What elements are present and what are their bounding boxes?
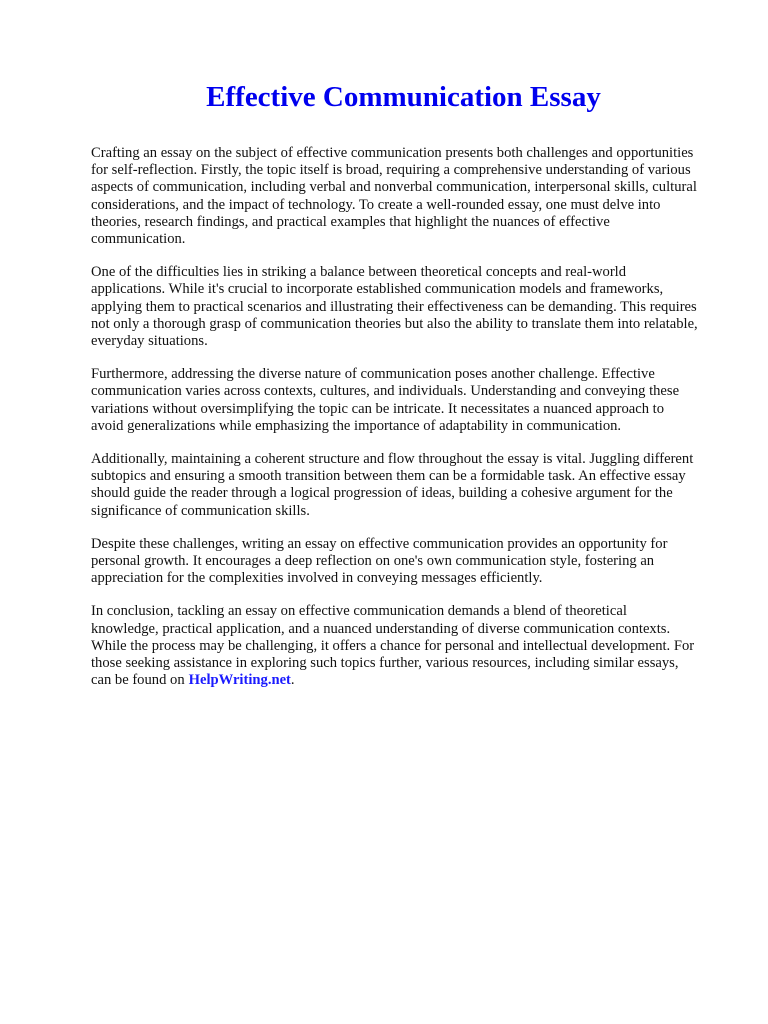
essay-body [91, 145, 698, 689]
paragraph-4: Additionally, maintaining a coherent structure and flow throughout the essay is vital. Juggling different subtopics and ensuring a smooth transition between them can be a formidable task. An effective essay should guide the reader through a logical progression of ideas, building a cohesive argument for the significance of communication skills. [91, 451, 694, 519]
paragraph-conclusion [91, 603, 698, 689]
essay-title: Effective Communication Essay [206, 81, 601, 113]
conclusion-period: . [290, 672, 295, 689]
paragraph-3: Furthermore, addressing the diverse nature of communication poses another challenge. Effective communication varies across contexts, cultures, and individuals. Understanding and conveying these variations without oversimplifying the topic can be intricate. It necessitates a nuanced approach to avoid generalizations while emphasizing the importance of adaptability in communication. [91, 366, 680, 434]
helpwriting-link[interactable]: HelpWriting.net [188, 672, 291, 689]
paragraph-1: Crafting an essay on the subject of effective communication presents both challenges and opportunities for self-reflection. Firstly, the topic itself is broad, requiring a comprehensive understanding of various aspects of communication, including verbal and nonverbal communication, interpersonal skills, cultural considerations, and the impact of technology. To create a well-rounded essay, one must delve into theories, research findings, and practical examples that highlight the nuances of effective communication. [91, 145, 697, 248]
paragraph-2: One of the difficulties lies in striking a balance between theoretical concepts and real-world applications. While it's crucial to incorporate established communication models and frameworks, applying them to practical scenarios and illustrating their effectiveness can be demanding. This requires not only a thorough grasp of communication theories but also the ability to translate them into relatable, everyday situations. [91, 264, 698, 350]
paragraph-5: Despite these challenges, writing an essay on effective communication provides an opportunity for personal growth. It encourages a deep reflection on one's own communication style, fostering an appreciation for the complexities involved in conveying messages efficiently. [91, 535, 668, 587]
conclusion-text: In conclusion, tackling an essay on effective communication demands a blend of theoretical knowledge, practical application, and a nuanced understanding of diverse communication contexts. While the process may be challenging, it offers a chance for personal and intellectual development. For those seeking assistance in exploring such topics further, various resources, including similar essays, can be found on [91, 603, 695, 689]
